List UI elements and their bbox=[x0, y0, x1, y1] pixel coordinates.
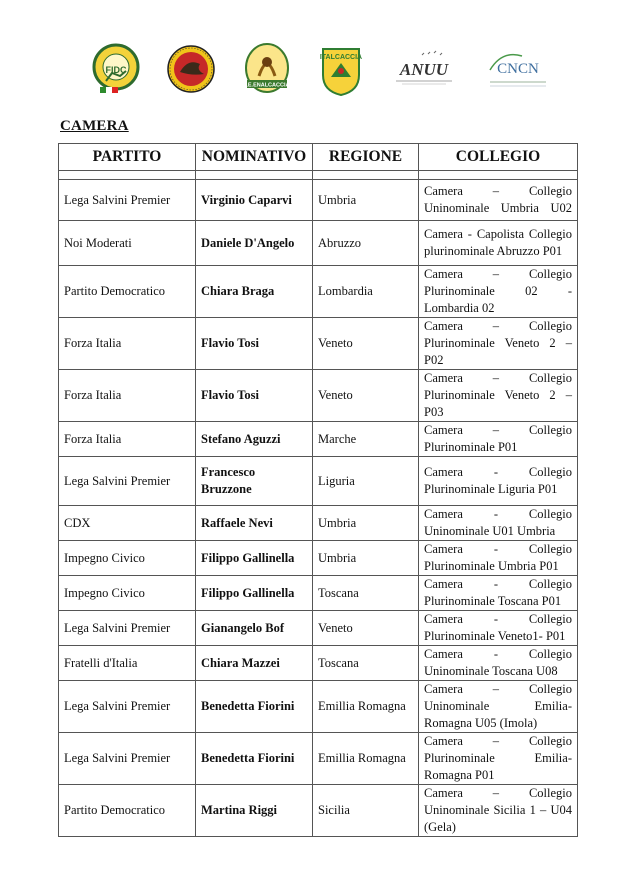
cell-partito: Lega Salvini Premier bbox=[59, 457, 196, 506]
italcaccia-logo-text: ITALCACCIA bbox=[320, 54, 363, 61]
enalcaccia-circle-logo bbox=[166, 38, 216, 100]
cell-nominativo: Stefano Aguzzi bbox=[196, 422, 313, 457]
cell-nominativo: Flavio Tosi bbox=[196, 370, 313, 422]
cell-collegio: Camera - Capolista Collegio plurinominale Abruzzo P01 bbox=[419, 221, 578, 266]
header-regione: REGIONE bbox=[313, 144, 419, 171]
cell-collegio: Camera – Collegio Plurinominale Emilia-Romagna P01 bbox=[419, 733, 578, 785]
cell-nominativo: Benedetta Fiorini bbox=[196, 733, 313, 785]
header-collegio: COLLEGIO bbox=[419, 144, 578, 171]
table-row bbox=[59, 422, 578, 457]
table-row bbox=[59, 318, 578, 370]
cell-nominativo: Chiara Braga bbox=[196, 266, 313, 318]
cell-partito: Lega Salvini Premier bbox=[59, 180, 196, 221]
table-header-row bbox=[59, 144, 578, 171]
cell-regione: Umbria bbox=[313, 541, 419, 576]
table-row bbox=[59, 506, 578, 541]
cncn-logo bbox=[482, 38, 552, 100]
cncn-logo-text: CNCN bbox=[497, 61, 539, 77]
table-row bbox=[59, 785, 578, 837]
cell-nominativo: Gianangelo Bof bbox=[196, 611, 313, 646]
fidc-logo bbox=[92, 38, 140, 100]
logo-strip bbox=[92, 38, 552, 100]
cell-collegio: Camera – Collegio Plurinominale 02 - Lombardia 02 bbox=[419, 266, 578, 318]
cell-partito: Partito Democratico bbox=[59, 266, 196, 318]
cell-partito: CDX bbox=[59, 506, 196, 541]
cell-partito: Forza Italia bbox=[59, 318, 196, 370]
cell-partito: Impegno Civico bbox=[59, 576, 196, 611]
table-row bbox=[59, 180, 578, 221]
cell-regione: Liguria bbox=[313, 457, 419, 506]
enalcaccia-logo bbox=[243, 38, 291, 100]
fidc-logo-text: FIDC bbox=[105, 65, 127, 75]
cell-collegio: Camera – Collegio Uninominale Sicilia 1 – U04 (Gela) bbox=[419, 785, 578, 837]
cell-regione: Veneto bbox=[313, 318, 419, 370]
cell-partito: Forza Italia bbox=[59, 422, 196, 457]
cell-nominativo: Chiara Mazzei bbox=[196, 646, 313, 681]
italcaccia-logo bbox=[317, 38, 365, 100]
cell-partito: Fratelli d'Italia bbox=[59, 646, 196, 681]
cell-collegio: Camera - Collegio Uninominale Toscana U08 bbox=[419, 646, 578, 681]
table-row bbox=[59, 370, 578, 422]
cell-nominativo: Filippo Gallinella bbox=[196, 576, 313, 611]
cell-regione: Marche bbox=[313, 422, 419, 457]
cell-nominativo: Raffaele Nevi bbox=[196, 506, 313, 541]
cell-nominativo: Virginio Caparvi bbox=[196, 180, 313, 221]
anuu-logo-text: ANUU bbox=[399, 60, 448, 79]
cell-collegio: Camera - Collegio Plurinominale Umbria P01 bbox=[419, 541, 578, 576]
cell-regione: Toscana bbox=[313, 646, 419, 681]
cell-collegio: Camera – Collegio Uninominale Umbria U02 bbox=[419, 180, 578, 221]
anuu-logo bbox=[392, 38, 456, 100]
table-row bbox=[59, 611, 578, 646]
candidates-table bbox=[58, 143, 578, 837]
section-title: CAMERA bbox=[60, 118, 129, 134]
cell-regione: Umbria bbox=[313, 506, 419, 541]
cell-nominativo: Martina Riggi bbox=[196, 785, 313, 837]
cell-regione: Veneto bbox=[313, 370, 419, 422]
table-row bbox=[59, 266, 578, 318]
cell-collegio: Camera - Collegio Plurinominale Liguria P01 bbox=[419, 457, 578, 506]
cell-regione: Umbria bbox=[313, 180, 419, 221]
cell-regione: Veneto bbox=[313, 611, 419, 646]
table-row bbox=[59, 576, 578, 611]
header-nominativo: NOMINATIVO bbox=[196, 144, 313, 171]
enalcaccia-logo-text: LE.ENALCACCIA bbox=[244, 82, 290, 89]
table-row bbox=[59, 681, 578, 733]
cell-partito: Lega Salvini Premier bbox=[59, 611, 196, 646]
cell-collegio: Camera – Collegio Plurinominale Veneto 2 – P02 bbox=[419, 318, 578, 370]
cell-partito: Impegno Civico bbox=[59, 541, 196, 576]
cell-collegio: Camera – Collegio Plurinominale P01 bbox=[419, 422, 578, 457]
cell-nominativo: Benedetta Fiorini bbox=[196, 681, 313, 733]
table-spacer-row bbox=[59, 171, 578, 180]
cell-nominativo: Filippo Gallinella bbox=[196, 541, 313, 576]
table-row bbox=[59, 541, 578, 576]
table-row bbox=[59, 221, 578, 266]
cell-collegio: Camera - Collegio Plurinominale Veneto1- P01 bbox=[419, 611, 578, 646]
cell-collegio: Camera – Collegio Uninominale Emilia-Romagna U05 (Imola) bbox=[419, 681, 578, 733]
cell-collegio: Camera – Collegio Plurinominale Veneto 2 – P03 bbox=[419, 370, 578, 422]
cell-partito: Lega Salvini Premier bbox=[59, 733, 196, 785]
cell-collegio: Camera - Collegio Plurinominale Toscana P01 bbox=[419, 576, 578, 611]
cell-regione: Emillia Romagna bbox=[313, 733, 419, 785]
cell-nominativo: Daniele D'Angelo bbox=[196, 221, 313, 266]
cell-partito: Noi Moderati bbox=[59, 221, 196, 266]
table-row bbox=[59, 646, 578, 681]
table-row bbox=[59, 457, 578, 506]
cell-nominativo: Francesco Bruzzone bbox=[196, 457, 313, 506]
header-partito: PARTITO bbox=[59, 144, 196, 171]
table-row bbox=[59, 733, 578, 785]
cell-nominativo: Flavio Tosi bbox=[196, 318, 313, 370]
cell-regione: Sicilia bbox=[313, 785, 419, 837]
cell-collegio: Camera - Collegio Uninominale U01 Umbria bbox=[419, 506, 578, 541]
cell-regione: Emillia Romagna bbox=[313, 681, 419, 733]
cell-regione: Lombardia bbox=[313, 266, 419, 318]
cell-regione: Toscana bbox=[313, 576, 419, 611]
cell-regione: Abruzzo bbox=[313, 221, 419, 266]
cell-partito: Partito Democratico bbox=[59, 785, 196, 837]
cell-partito: Forza Italia bbox=[59, 370, 196, 422]
cell-partito: Lega Salvini Premier bbox=[59, 681, 196, 733]
